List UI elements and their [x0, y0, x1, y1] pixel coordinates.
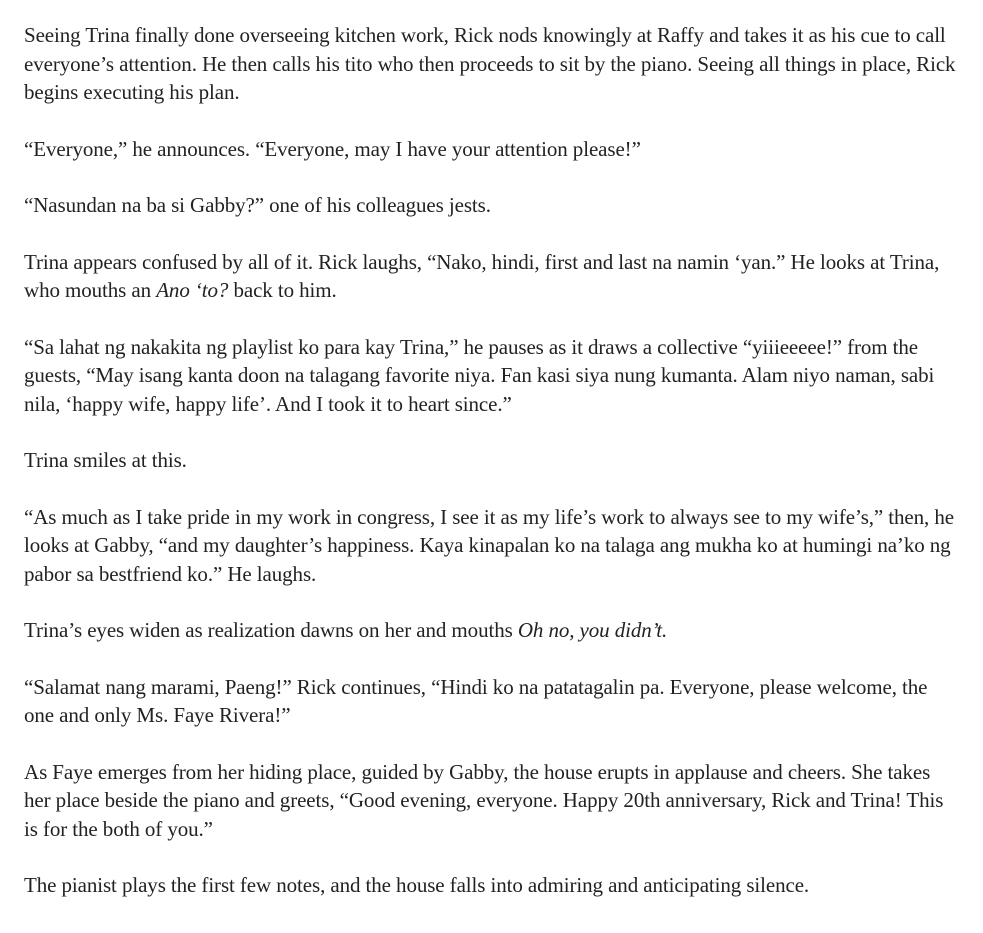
paragraph-text: “Everyone,” he announces. “Everyone, may I have your attention please!”	[24, 136, 641, 161]
paragraph-text: “Nasundan na ba si Gabby?” one of his colleagues jests.	[24, 193, 491, 217]
paragraph	[24, 333, 959, 419]
paragraph	[24, 446, 959, 475]
paragraph	[24, 135, 959, 164]
paragraph-text: back to him.	[228, 278, 337, 302]
paragraph	[24, 871, 959, 900]
paragraph-text: Seeing Trina finally done overseeing kitchen work, Rick nods knowingly at Raffy and takes it as his cue to call everyone’s attention. He then calls his tito who then proceeds to sit by the piano. Seeing all things in place, Rick begins executing his plan.	[24, 23, 956, 104]
italic-phrase: Ano ‘to?	[156, 278, 229, 302]
paragraph	[24, 758, 959, 844]
paragraph-text: “Salamat nang marami, Paeng!” Rick continues, “Hindi ko na patatagalin pa. Everyone, please welcome, the one and only Ms. Faye Rivera!”	[24, 674, 928, 727]
italic-phrase: Oh no, you didn’t.	[517, 618, 668, 642]
paragraph-text: Trina smiles at this.	[24, 448, 187, 472]
paragraph-text: “Sa lahat ng nakakita ng playlist ko para kay Trina,” he pauses as it draws a collective “yiiieeeee!” from the guests, “May isang kanta doon na talagang favorite niya. Fan kasi siya nung kumanta. Alam niyo naman, sabi nila, ‘happy wife, happy life’. And I took it to heart since.”	[24, 334, 935, 416]
paragraph	[24, 248, 959, 305]
paragraph	[24, 21, 959, 107]
paragraph	[24, 616, 959, 645]
paragraph-text: “As much as I take pride in my work in congress, I see it as my life’s work to always see to my wife’s,” then, he looks at Gabby, “and my daughter’s happiness. Kaya kinapalan ko na talaga ang mukha ko at humingi na’ko ng pabor sa bestfriend ko.” He laughs.	[24, 504, 954, 586]
paragraph	[24, 191, 959, 220]
paragraph-text: The pianist plays the first few notes, and the house falls into admiring and anticipating silence.	[24, 873, 810, 897]
paragraph-text: Trina appears confused by all of it. Rick laughs, “Nako, hindi, first and last na namin ‘yan.” He looks at Trina, who mouths an	[24, 249, 940, 302]
paragraph	[24, 503, 959, 589]
paragraph-text: Trina’s eyes widen as realization dawns on her and mouths	[24, 618, 518, 642]
paragraph-text: As Faye emerges from her hiding place, guided by Gabby, the house erupts in applause and cheers. She takes her place beside the piano and greets, “Good evening, everyone. Happy 20th anniversary, Rick and Trina! This is for the both of you.”	[24, 759, 944, 841]
paragraph	[24, 673, 959, 730]
